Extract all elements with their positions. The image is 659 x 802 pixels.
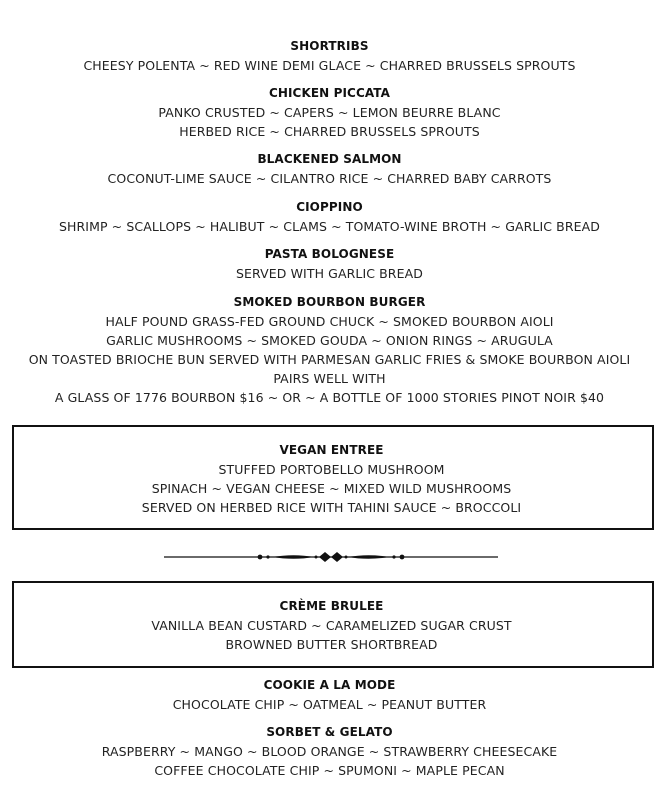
menu-item-description: SERVED WITH GARLIC BREAD bbox=[236, 266, 423, 281]
menu-item-smoked-bourbon-burger bbox=[0, 293, 659, 407]
menu-item-pasta-bolognese bbox=[0, 245, 659, 283]
menu-item-description: CHEESY POLENTA ~ RED WINE DEMI GLACE ~ CHARRED BRUSSELS SPROUTS bbox=[83, 58, 576, 73]
menu-item-shortribs bbox=[0, 37, 659, 75]
menu-item-title: VEGAN ENTREE bbox=[279, 443, 384, 457]
menu-item-description: GARLIC MUSHROOMS ~ SMOKED GOUDA ~ ONION RINGS ~ ARUGULA bbox=[106, 333, 553, 348]
vegan-entree-box bbox=[12, 425, 654, 530]
creme-brulee-box bbox=[12, 581, 654, 668]
menu-item-title: CRÈME BRULEE bbox=[279, 599, 384, 613]
menu-item-description: COCONUT-LIME SAUCE ~ CILANTRO RICE ~ CHARRED BABY CARROTS bbox=[107, 171, 552, 186]
menu-item-description: SHRIMP ~ SCALLOPS ~ HALIBUT ~ CLAMS ~ TOMATO-WINE BROTH ~ GARLIC BREAD bbox=[58, 219, 601, 234]
menu-item-description: PANKO CRUSTED ~ CAPERS ~ LEMON BEURRE BLANC bbox=[158, 105, 501, 120]
menu-item-title: PASTA BOLOGNESE bbox=[264, 247, 395, 261]
menu-item-description: ON TOASTED BRIOCHE BUN SERVED WITH PARMESAN GARLIC FRIES & SMOKE BOURBON AIOLI bbox=[28, 352, 631, 367]
ornamental-flourish-divider-icon bbox=[164, 549, 498, 565]
menu-item-description: VANILLA BEAN CUSTARD ~ CARAMELIZED SUGAR CRUST bbox=[151, 618, 512, 633]
menu-item-title: CIOPPINO bbox=[296, 200, 363, 214]
menu-item-vegan-entree bbox=[2, 441, 659, 517]
pairing-label: PAIRS WELL WITH bbox=[273, 371, 386, 386]
menu-item-description: STUFFED PORTOBELLO MUSHROOM bbox=[218, 462, 445, 477]
menu-item-blackened-salmon bbox=[0, 150, 659, 188]
menu-item-cookie-a-la-mode bbox=[0, 676, 659, 714]
menu-item-description: SERVED ON HERBED RICE WITH TAHINI SAUCE ~ BROCCOLI bbox=[141, 500, 522, 515]
menu-item-description: CHOCOLATE CHIP ~ OATMEAL ~ PEANUT BUTTER bbox=[172, 697, 487, 712]
menu-item-title: COOKIE A LA MODE bbox=[263, 678, 396, 692]
menu-item-description: COFFEE CHOCOLATE CHIP ~ SPUMONI ~ MAPLE PECAN bbox=[154, 763, 505, 778]
menu-item-sorbet-gelato bbox=[0, 723, 659, 780]
menu-item-cioppino bbox=[0, 198, 659, 236]
menu-item-creme-brulee bbox=[2, 597, 659, 654]
menu-item-title: BLACKENED SALMON bbox=[257, 152, 402, 166]
menu-item-description: RASPBERRY ~ MANGO ~ BLOOD ORANGE ~ STRAWBERRY CHEESECAKE bbox=[101, 744, 558, 759]
menu-item-description: SPINACH ~ VEGAN CHEESE ~ MIXED WILD MUSHROOMS bbox=[151, 481, 512, 496]
menu-item-description: HALF POUND GRASS-FED GROUND CHUCK ~ SMOKED BOURBON AIOLI bbox=[105, 314, 554, 329]
menu-item-description: HERBED RICE ~ CHARRED BRUSSELS SPROUTS bbox=[179, 124, 480, 139]
pairing-description: A GLASS OF 1776 BOURBON $16 ~ OR ~ A BOTTLE OF 1000 STORIES PINOT NOIR $40 bbox=[54, 390, 605, 405]
menu-item-title: CHICKEN PICCATA bbox=[268, 86, 391, 100]
menu-item-title: SMOKED BOURBON BURGER bbox=[233, 295, 426, 309]
menu-item-description: BROWNED BUTTER SHORTBREAD bbox=[225, 637, 438, 652]
menu-item-chicken-piccata bbox=[0, 84, 659, 141]
menu-item-title: SHORTRIBS bbox=[290, 39, 369, 53]
menu-item-title: SORBET & GELATO bbox=[266, 725, 393, 739]
